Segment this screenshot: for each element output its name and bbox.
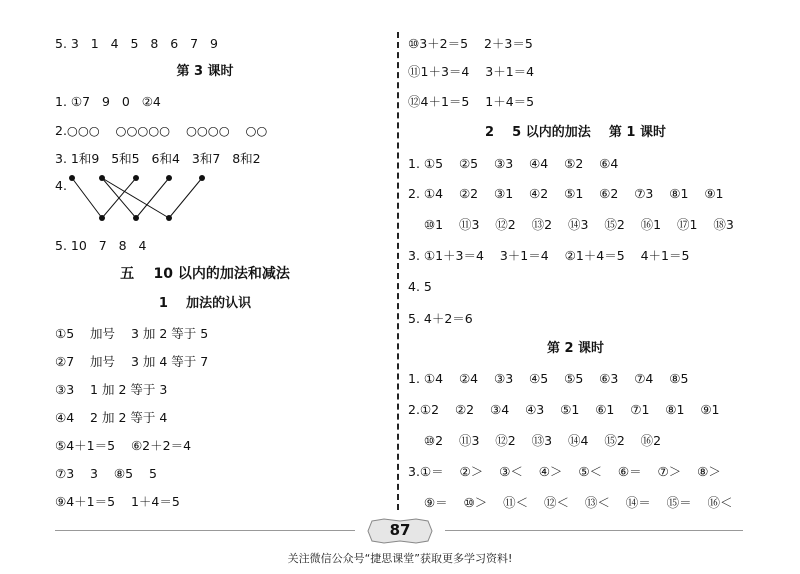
footer-note: 关注微信公众号“捷思课堂”获取更多学习资料! (287, 552, 513, 565)
match-line (72, 178, 102, 218)
answer-line: ⑨4＋1＝5 1＋4＝5 (55, 494, 180, 509)
answer-line: 1. ①4 ②4 ③3 ④5 ⑤5 ⑥3 ⑦4 ⑧5 (408, 371, 689, 386)
answer-line: 3. ①1＋3＝4 3＋1＝4 ②1＋4＝5 4＋1＝5 (408, 248, 690, 263)
answer-line: ⑩1 ⑪3 ⑫2 ⑬2 ⑭3 ⑮2 ⑯1 ⑰1 ⑱3 (408, 217, 734, 232)
match-dot (69, 175, 75, 181)
match-dot (99, 175, 105, 181)
footer-rule (445, 530, 743, 531)
section-heading: 2 5 以内的加法 第 1 课时 (485, 125, 666, 140)
column-divider (397, 32, 399, 510)
match-dot (133, 175, 139, 181)
answer-line: ⑫4＋1＝5 1＋4＝5 (408, 94, 535, 109)
footer-rule (55, 530, 355, 531)
section-heading: 第 2 课时 (546, 341, 605, 356)
answer-line: ⑩2 ⑪3 ⑫2 ⑬3 ⑭4 ⑮2 ⑯2 (408, 433, 662, 448)
match-line (169, 178, 202, 218)
answer-line: 4. (55, 178, 67, 193)
match-dot (166, 175, 172, 181)
answer-line: ⑦3 3 ⑧5 5 (55, 466, 157, 481)
answer-line: ③3 1 加 2 等于 3 (55, 382, 168, 397)
answer-line: 4. 5 (408, 279, 432, 294)
answer-line: 5. 3 1 4 5 8 6 7 9 (55, 36, 218, 51)
match-dot (99, 215, 105, 221)
match-line (102, 178, 169, 218)
answer-line: 2. ①4 ②2 ③1 ④2 ⑤1 ⑥2 ⑦3 ⑧1 ⑨1 (408, 186, 724, 201)
answer-line: 3.①＝ ②＞ ③＜ ④＞ ⑤＜ ⑥＝ ⑦＞ ⑧＞ (408, 464, 721, 479)
answer-line: 2.①2 ②2 ③4 ④3 ⑤1 ⑥1 ⑦1 ⑧1 ⑨1 (408, 402, 720, 417)
answer-line: 2.○○○ ○○○○○ ○○○○ ○○ (55, 123, 268, 138)
chapter-heading: 五 10 以内的加法和减法 (120, 266, 290, 282)
answer-line: ①5 加号 3 加 2 等于 5 (55, 326, 209, 341)
answer-line: 1. ①7 9 0 ②4 (55, 94, 161, 109)
match-dot (199, 175, 205, 181)
answer-line: ②7 加号 3 加 4 等于 7 (55, 354, 209, 369)
section-heading: 1 加法的认识 (158, 296, 252, 311)
answer-line: ⑩3＋2＝5 2＋3＝5 (408, 36, 533, 51)
match-line (136, 178, 169, 218)
answer-line: ⑨＝ ⑩＞ ⑪＜ ⑫＜ ⑬＜ ⑭＝ ⑮＝ ⑯＜ (408, 495, 733, 510)
answer-line: 1. ①5 ②5 ③3 ④4 ⑤2 ⑥4 (408, 156, 619, 171)
answer-line: ⑪1＋3＝4 3＋1＝4 (408, 64, 535, 79)
answer-line: 5. 4＋2＝6 (408, 311, 473, 326)
section-heading: 第 3 课时 (176, 64, 234, 79)
answer-line: 3. 1和9 5和5 6和4 3和7 8和2 (55, 151, 261, 166)
match-dot (166, 215, 172, 221)
match-dot (133, 215, 139, 221)
matching-diagram (58, 172, 218, 224)
answer-line: ⑤4＋1＝5 ⑥2＋2＝4 (55, 438, 192, 453)
answer-line: 5. 10 7 8 4 (55, 238, 147, 253)
answer-line: ④4 2 加 2 等于 4 (55, 410, 168, 425)
page-number: 87 (389, 521, 411, 539)
